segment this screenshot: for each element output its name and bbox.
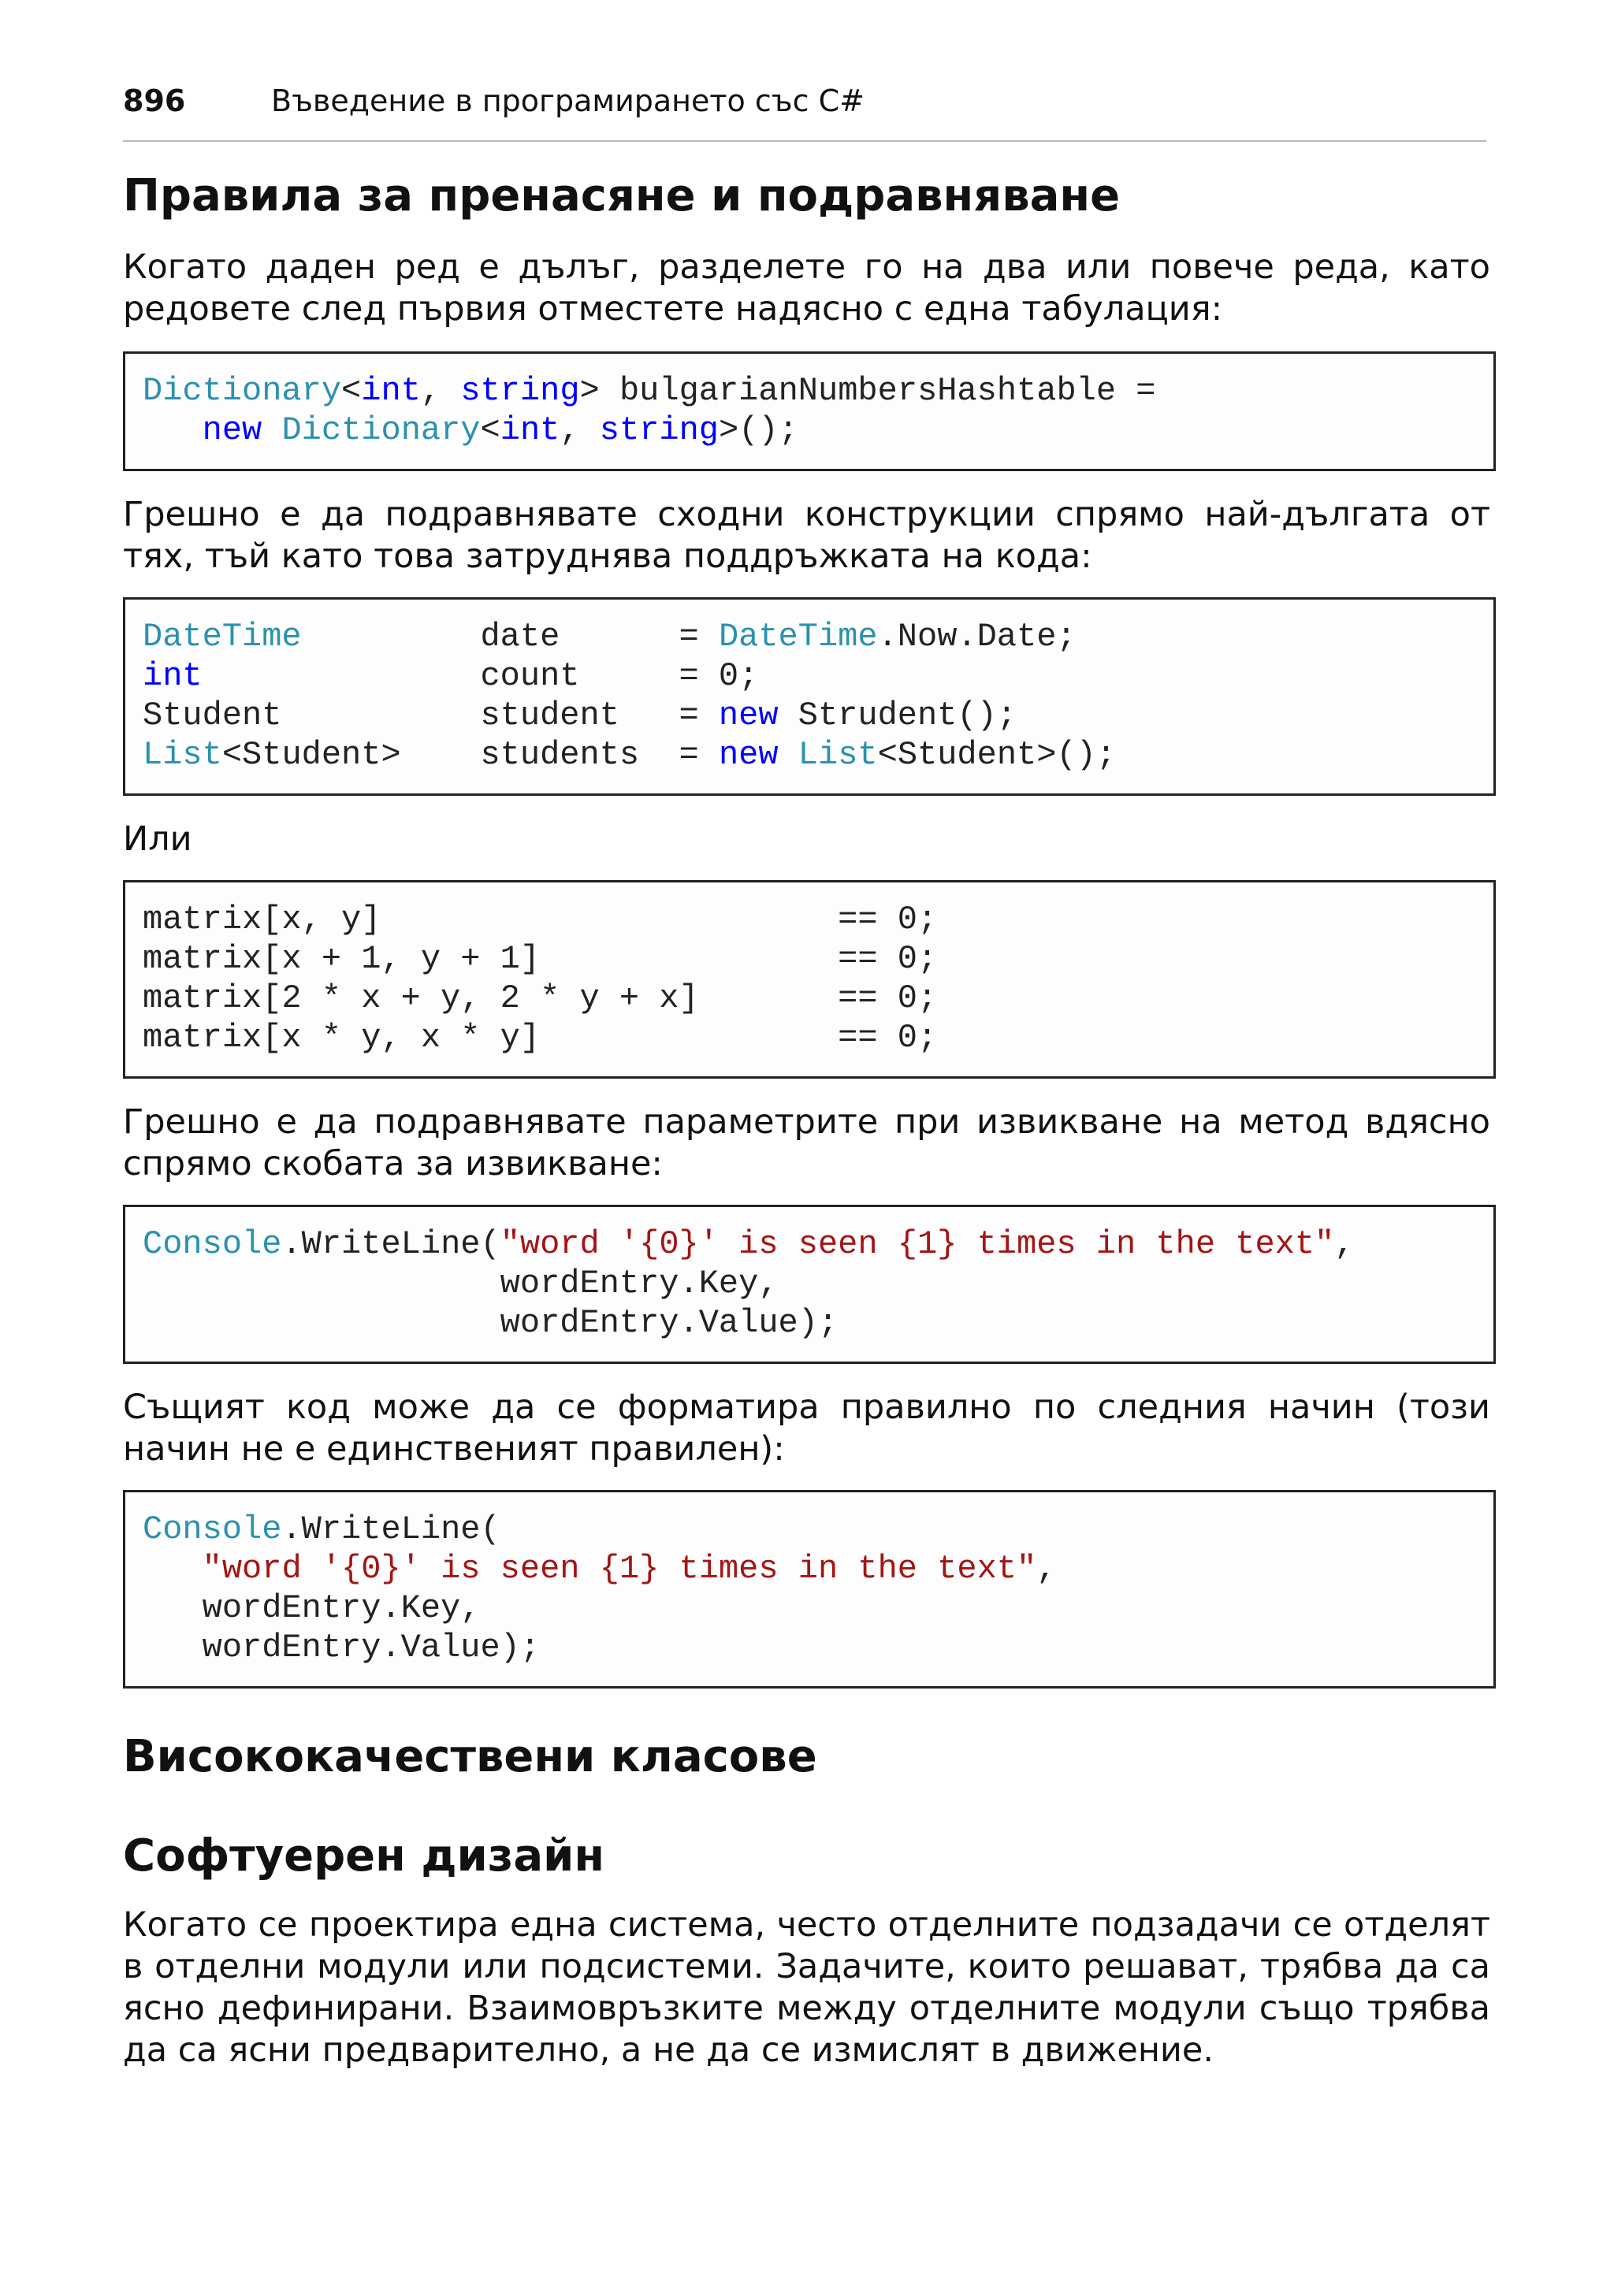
code-line [143,1629,540,1666]
code-type-token: DateTime [718,618,878,656]
code-plain-token [143,1550,203,1588]
code-plain-token: , [1334,1225,1355,1263]
code-keyword-token: string [599,411,720,449]
code-line [143,1550,1056,1588]
code-keyword-token: string [460,372,580,410]
code-plain-token: < [480,411,500,449]
section-heading-design: Софтуерен дизайн [123,1830,605,1882]
code-listing [143,1510,1476,1667]
code-line [143,1589,480,1627]
code-plain-token: .Now.Date; [877,618,1077,656]
code-plain-token: matrix[x * y, x * y] == 0; [143,1019,938,1057]
code-listing [143,371,1476,450]
code-plain-token: .WriteLine( [281,1510,500,1548]
or-label: Или [123,819,192,859]
code-plain-token: , [1036,1550,1057,1588]
section-heading-wrapping: Правила за пренасяне и подравняване [123,170,1121,221]
code-keyword-token: new [718,697,779,734]
code-line [143,411,798,449]
code-line [143,736,1116,774]
code-line [143,697,1017,734]
page-header [123,82,1486,142]
code-keyword-token: int [361,372,421,410]
code-plain-token: .WriteLine( [281,1225,500,1263]
code-plain-token: wordEntry.Value); [143,1629,541,1666]
code-plain-token: >(); [719,411,798,449]
code-plain-token: wordEntry.Key, [143,1265,779,1302]
code-plain-token: matrix[x + 1, y + 1] == 0; [143,940,938,978]
section-heading-classes: Висококачествени класове [123,1731,817,1782]
code-plain-token: , [420,372,461,410]
paragraph-wrapping-rule: Когато даден ред е дълъг, разделете го на два или повече реда, като редовете след първия отместете надясно с една табулация: [123,247,1490,329]
code-block-1 [123,351,1496,471]
code-line [143,979,937,1017]
code-type-token: List [798,736,878,774]
code-line [143,1265,779,1302]
code-keyword-token: new [718,736,779,774]
code-plain-token [143,411,203,449]
code-line [143,1225,1354,1263]
code-type-token: Dictionary [143,372,342,410]
code-block-4 [123,1205,1496,1364]
code-type-token: List [143,736,222,774]
code-line [143,372,1155,410]
page-number: 896 [123,84,186,118]
code-block-3 [123,880,1496,1079]
code-plain-token: date = [301,618,719,656]
code-plain-token: matrix[2 * x + y, 2 * y + x] == 0; [143,979,938,1017]
code-line [143,1510,500,1548]
code-plain-token [779,736,798,774]
code-plain-token [262,411,281,449]
code-plain-token: <Student>(); [877,736,1117,774]
code-line [143,618,1077,656]
code-type-token: Dictionary [281,411,481,449]
code-plain-token: wordEntry.Key, [143,1589,481,1627]
code-plain-token: < [341,372,362,410]
running-title: Въведение в програмирането със C# [271,84,865,118]
code-plain-token: > bulgarianNumbersHashtable = [579,372,1156,410]
code-listing [143,900,1476,1057]
code-type-token: Console [143,1225,282,1263]
code-type-token: Console [143,1510,282,1548]
code-keyword-token: int [143,657,203,695]
code-plain-token: matrix[x, y] == 0; [143,901,938,938]
code-type-token: DateTime [143,618,302,656]
code-line [143,657,758,695]
code-plain-token: count = 0; [202,657,759,695]
code-line [143,1304,838,1342]
code-keyword-token: new [202,411,262,449]
code-plain-token: wordEntry.Value); [143,1304,839,1342]
code-string-token: "word '{0}' is seen {1} times in the text" [202,1550,1037,1588]
code-plain-token: Strudent(); [778,697,1017,734]
code-listing [143,1224,1476,1343]
paragraph-parameters-wrong: Грешно е да подравнявате параметрите при извикване на метод вдясно спрямо скобата за извикване: [123,1102,1490,1183]
paragraph-software-design: Когато се проектира една система, често отделните подзадачи се отделят в отделни модули или подсистеми. Задачите, които решават, трябва да са ясно дефинирани. Взаимовръзките между отделните модули също трябва да са ясни предварително, а не да се измислят в движение. [123,1905,1490,2070]
code-line [143,901,937,938]
code-line [143,1019,937,1057]
code-plain-token: Student student = [143,697,719,734]
code-string-token: "word '{0}' is seen {1} times in the text" [500,1225,1335,1263]
code-listing [143,617,1476,775]
code-line [143,940,937,978]
code-block-5 [123,1490,1496,1689]
code-keyword-token: int [500,411,560,449]
paragraph-correct-format: Същият код може да се форматира правилно по следния начин (този начин не е единственият правилен): [123,1388,1490,1469]
code-plain-token: <Student> students = [221,736,719,774]
paragraph-alignment-wrong: Грешно е да подравнявате сходни конструкции спрямо най-дългата от тях, тъй като това затруднява поддръжката на кода: [123,495,1490,576]
code-plain-token: , [560,411,600,449]
code-block-2 [123,597,1496,796]
